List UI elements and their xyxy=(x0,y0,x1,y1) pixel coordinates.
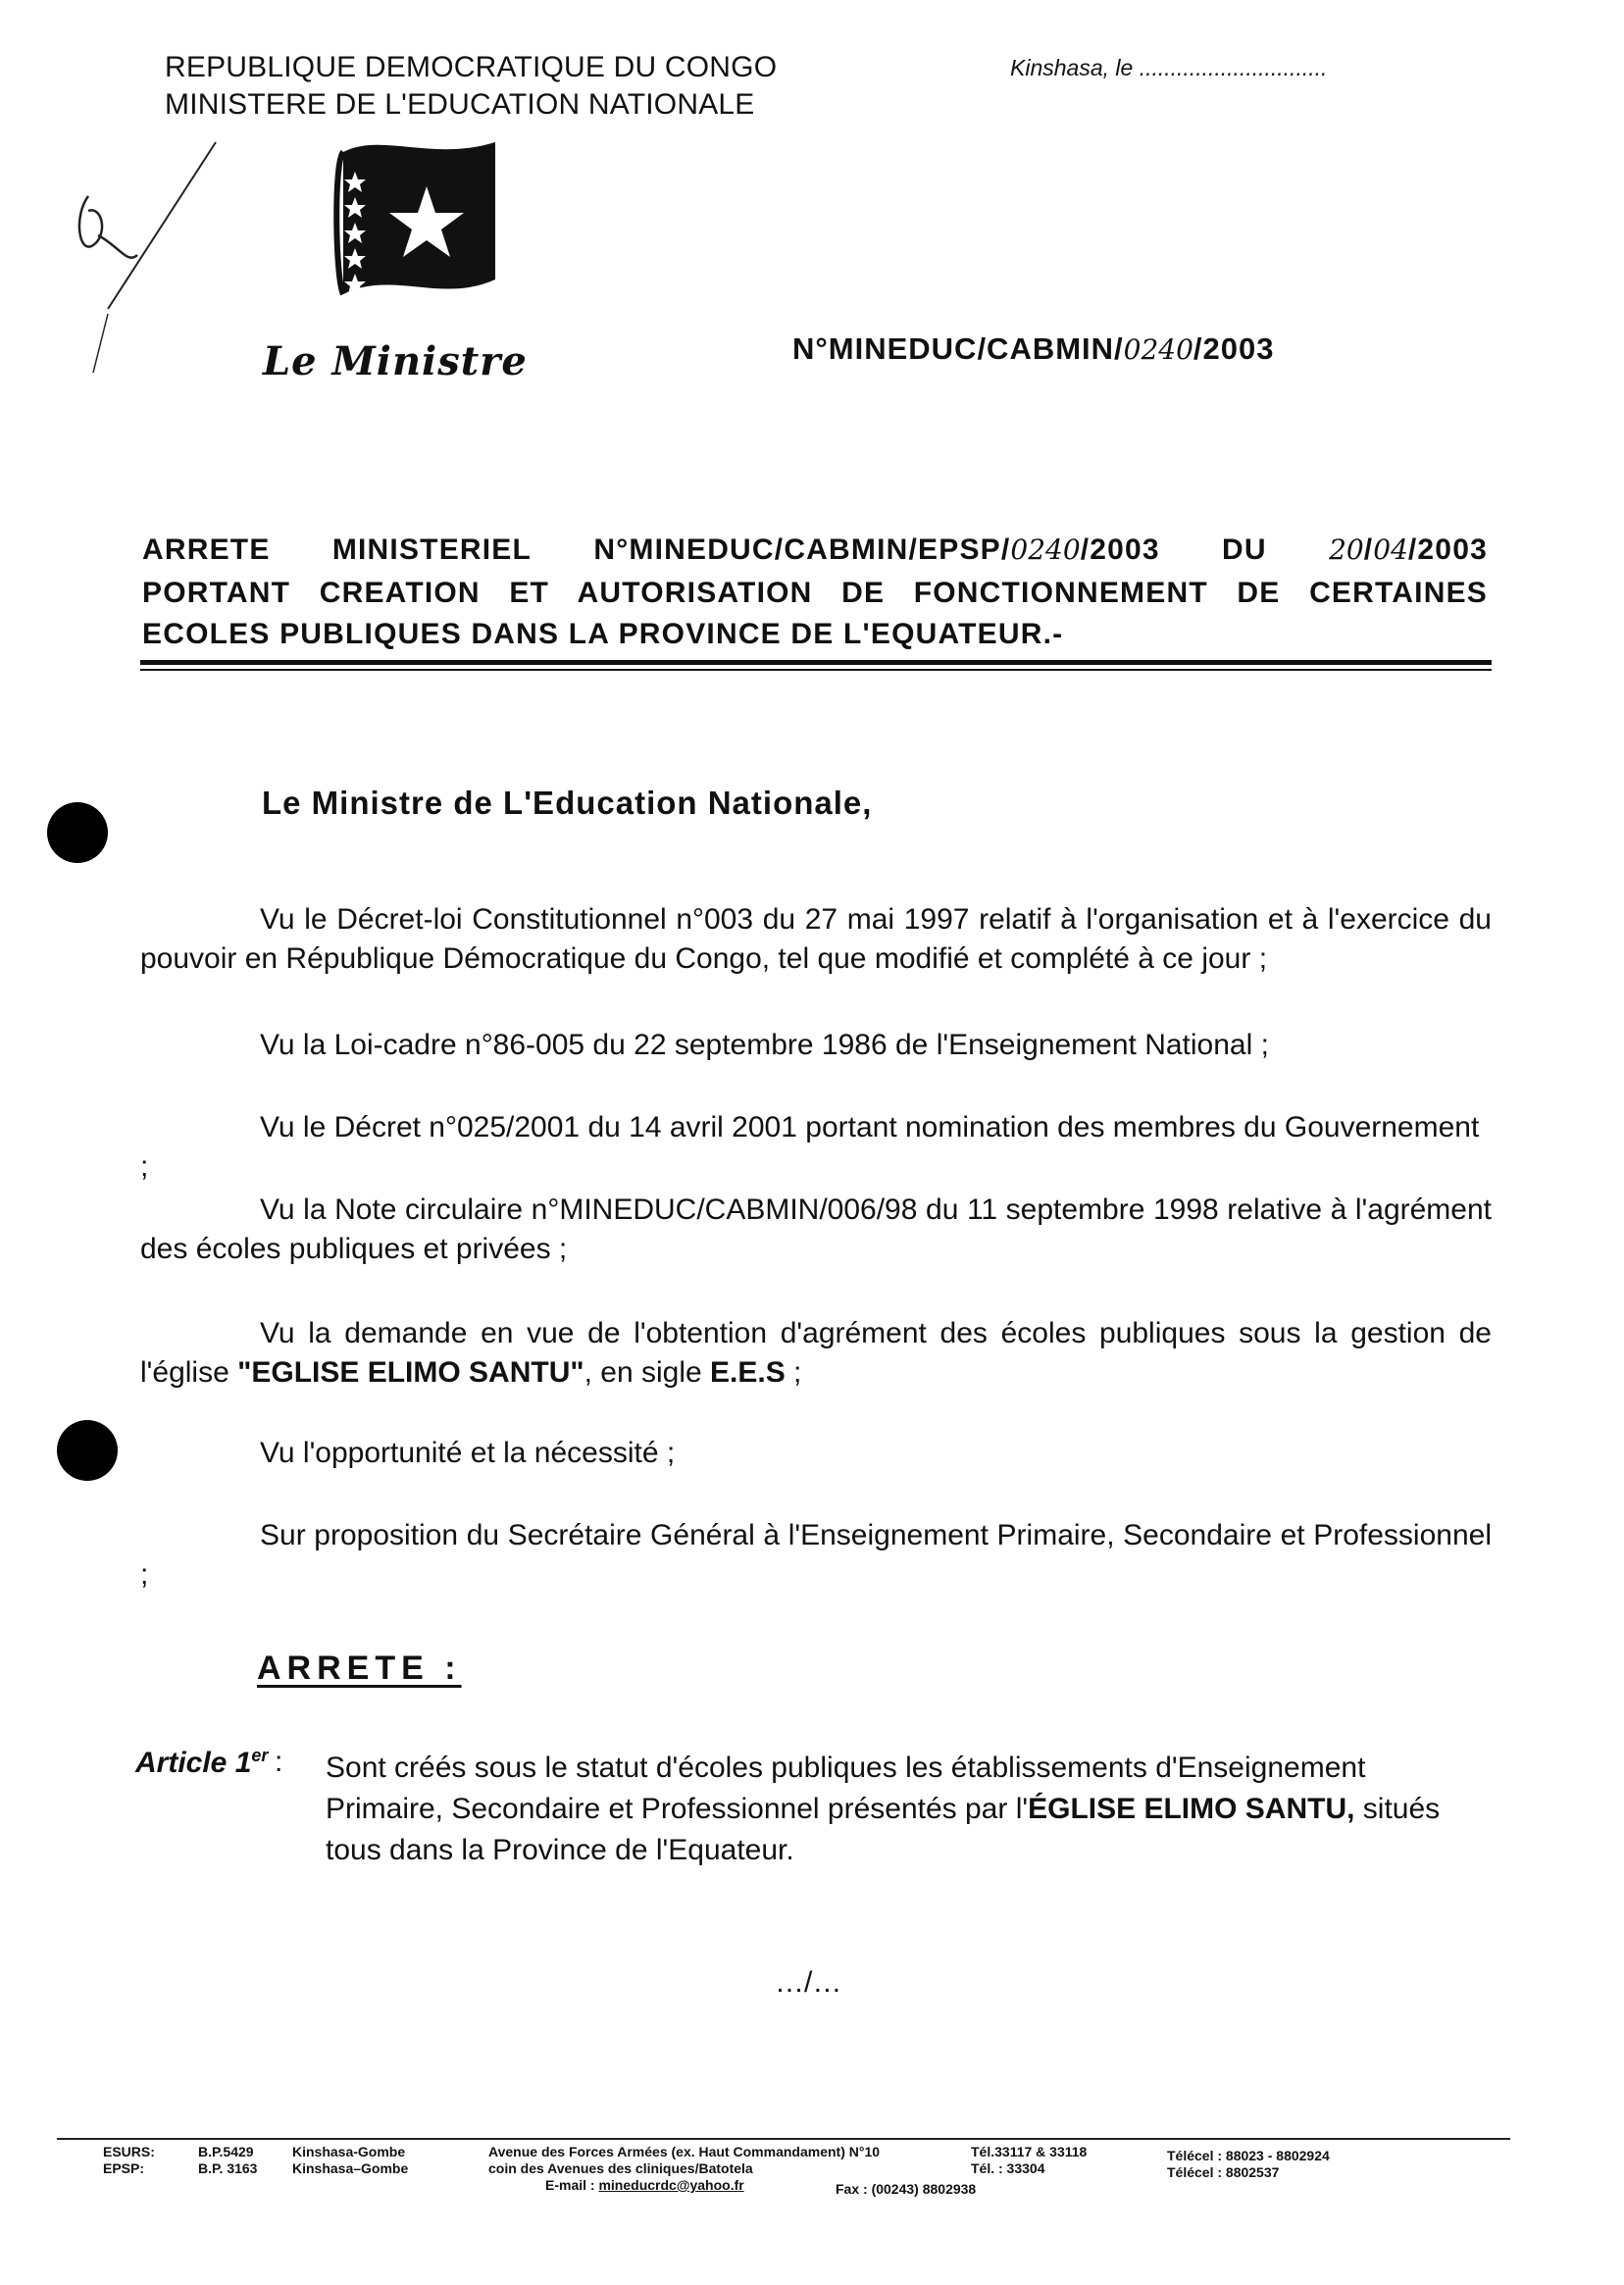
footer-address-2: coin des Avenues des cliniques/Batotela xyxy=(488,2160,753,2176)
arrete-heading: ARRETE : xyxy=(257,1650,462,1687)
decree-title-line-1: ARRETE MINISTERIEL N°MINEDUC/CABMIN/EPSP/0240/2003 DU 20/04/2003 xyxy=(142,533,1488,566)
footer-fax: Fax : (00243) 8802938 xyxy=(836,2181,977,2197)
handwritten-initials xyxy=(69,137,226,392)
national-emblem xyxy=(324,132,510,329)
article-1-text: Sont créés sous le statut d'écoles publiques les établissements d'Enseignement Primaire, Secondaire et Professionnel présentés par l'ÉGLISE ELIMO SANTU, situés tous dans la Province de l'Equateur. xyxy=(326,1752,1441,1866)
title-divider-thin xyxy=(140,669,1492,671)
minister-signature: Le Ministre xyxy=(263,338,528,384)
footer-epsp-bp: B.P. 3163 xyxy=(198,2160,258,2176)
continued-marker: …/… xyxy=(775,1966,842,1999)
footer-divider xyxy=(57,2138,1510,2140)
title-divider xyxy=(140,660,1492,665)
country-name: REPUBLIQUE DEMOCRATIQUE DU CONGO xyxy=(165,51,778,83)
email-link[interactable]: mineducrdc@yahoo.fr xyxy=(598,2177,744,2193)
footer-telecel-2: Télécel : 8802537 xyxy=(1167,2164,1280,2180)
ministry-name: MINISTERE DE L'EDUCATION NATIONALE xyxy=(165,88,755,121)
footer-esurs-label: ESURS: xyxy=(103,2144,155,2159)
article-colon: : xyxy=(275,1746,283,1778)
footer-telecel-1: Télécel : 88023 - 8802924 xyxy=(1167,2148,1330,2163)
footer-tel-1: Tél.33117 & 33118 xyxy=(971,2144,1088,2159)
decree-title-line-2: PORTANT CREATION ET AUTORISATION DE FONCTIONNEMENT DE CERTAINES xyxy=(142,577,1488,609)
footer-esurs-bp: B.P.5429 xyxy=(198,2144,254,2159)
considerant-5: Vu la demande en vue de l'obtention d'agrément des écoles publiques sous la gestion de l'église "EGLISE ELIMO SANTU", en sigle E.E.S ; xyxy=(140,1317,1492,1389)
footer-tel-2: Tél. : 33304 xyxy=(971,2160,1045,2176)
place-date: Kinshasa, le .............................. xyxy=(1010,55,1328,80)
footer-address-1: Avenue des Forces Armées (ex. Haut Commandament) N°10 xyxy=(488,2144,881,2159)
footer-epsp-city: Kinshasa–Gombe xyxy=(292,2160,409,2176)
considerant-6: Vu l'opportunité et la nécessité ; xyxy=(260,1437,676,1469)
considerant-4: Vu la Note circulaire n°MINEDUC/CABMIN/006/98 du 11 septembre 1998 relative à l'agrément des écoles publiques et privées ; xyxy=(140,1193,1492,1265)
reference-number: N°MINEDUC/CABMIN/0240/2003 xyxy=(792,331,1275,366)
decree-title-line-3: ECOLES PUBLIQUES DANS LA PROVINCE DE L'EQUATEUR.- xyxy=(142,618,1064,650)
considerant-3: Vu le Décret n°025/2001 du 14 avril 2001 portant nomination des membres du Gouvernement ; xyxy=(140,1111,1480,1183)
footer-epsp-label: EPSP: xyxy=(103,2160,145,2176)
footer-esurs-city: Kinshasa-Gombe xyxy=(292,2144,406,2159)
punch-hole-mark xyxy=(57,1420,118,1481)
article-label: Article 1er xyxy=(135,1746,269,1779)
minister-heading: Le Ministre de L'Education Nationale, xyxy=(262,785,873,821)
considerant-2: Vu la Loi-cadre n°86-005 du 22 septembre 1986 de l'Enseignement National ; xyxy=(260,1029,1269,1061)
footer-email: E-mail : mineducrdc@yahoo.fr xyxy=(545,2177,744,2193)
considerant-7: Sur proposition du Secrétaire Général à l'Enseignement Primaire, Secondaire et Professionnel ; xyxy=(140,1519,1492,1591)
considerant-1: Vu le Décret-loi Constitutionnel n°003 du 27 mai 1997 relatif à l'organisation et à l'exercice du pouvoir en République Démocratique du Congo, tel que modifié et complété à ce jour ; xyxy=(140,903,1492,975)
punch-hole-mark xyxy=(47,802,108,863)
